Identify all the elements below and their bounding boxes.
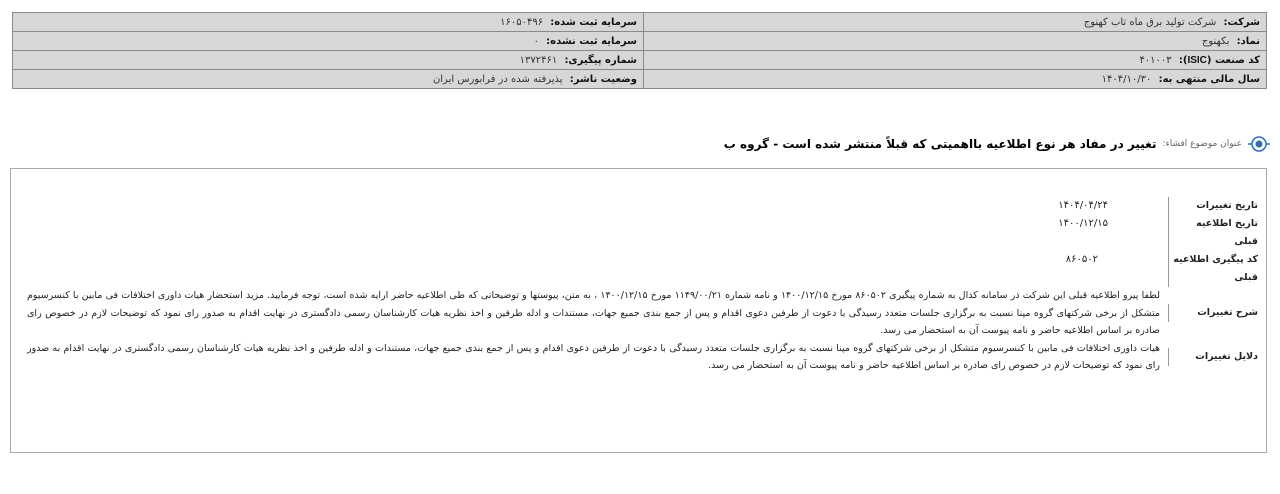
registered-capital-cell — [13, 13, 644, 32]
change-date-label: تاریخ تغییرات — [1168, 197, 1258, 215]
prev-code-label: کد پیگیری اطلاعیه قبلی — [1168, 251, 1258, 287]
details-rows — [27, 197, 1258, 375]
publisher-status-cell — [13, 70, 644, 89]
description-label: شرح تغییرات — [1168, 304, 1258, 322]
tracking-cell — [13, 51, 644, 70]
reasons-row — [27, 340, 1258, 375]
unregistered-capital-cell — [13, 32, 644, 51]
isic-label-post: ): — [1178, 54, 1188, 66]
info-row-4 — [13, 70, 1267, 89]
unregistered-capital-value: ۰ — [533, 35, 539, 47]
prev-date-label: تاریخ اطلاعیه قبلی — [1168, 215, 1258, 251]
reasons-text: هیات داوری اختلافات فی مابین با کنسرسیوم متشکل از برخی شرکتهای گروه مپنا نسبت به برگزاری جلسات متعدد رسیدگی با دعوت از طرفین دعوی اقدام و پس از جمع بندی جمیع جهات، مستندات و ادله طرفین و اخذ نظریه هیات کارشناسان رسمی دادگستری در نهایت اقدام به صدور رای نمود که توضیحات لازم در خصوص رای صادره بر اساس اطلاعیه حاضر و نامه پیوست آن به استحضار می رسد. — [27, 342, 1160, 371]
fiscal-year-label: سال مالی منتهی به: — [1158, 73, 1260, 85]
change-date-row — [27, 197, 1258, 215]
company-label: شرکت: — [1223, 16, 1260, 28]
target-bullet-icon — [1248, 133, 1270, 155]
prev-code-row — [27, 251, 1258, 287]
reasons-label: دلایل تغییرات — [1168, 348, 1258, 366]
isic-label-latin: ISIC — [1187, 54, 1207, 66]
description-text: لطفا پیرو اطلاعیه قبلی این شرکت در سامانه کدال به شماره پیگیری ۸۶۰۵۰۲ مورخ ۱۴۰۰/۱۲/۱۵ و نامه شماره ۱۱۴۹/۰۰/۲۱ مورخ ۱۴۰۰/۱۲/۱۵ ، به متن، پیوستها و توضیحاتی که طی اطلاعیه حاضر ارایه شده است، توجه فرمایید. مزید استحضار هیات داوری اختلافات فی مابین با کنسرسیوم متشکل از برخی شرکتهای گروه مپنا نسبت به برگزاری جلسات متعدد رسیدگی با دعوت از طرفین دعوی اقدام و پس از جمع بندی جمیع جهات، مستندات و ادله طرفین و اخذ نظریه هیات کارشناسان رسمی دادگستری در نهایت اقدام به صدور رای نمود که توضیحات لازم در خصوص رای صادره بر اساس اطلاعیه حاضر و نامه پیوست آن به استحضار می رسد. — [27, 290, 1160, 336]
info-row-1 — [13, 13, 1267, 32]
isic-label-pre: کد صنعت ( — [1206, 54, 1260, 66]
subject-caption: عنوان موضوع افشاء: — [1162, 139, 1242, 149]
prev-date-row — [27, 215, 1258, 251]
prev-date-value: ۱۴۰۰/۱۲/۱۵ — [1058, 218, 1108, 229]
isic-cell — [644, 51, 1267, 70]
isic-value: ۴۰۱۰۰۳ — [1139, 54, 1172, 66]
symbol-cell — [644, 32, 1267, 51]
prev-code-value: ۸۶۰۵۰۲ — [1065, 254, 1098, 265]
details-panel — [10, 168, 1267, 453]
info-row-2 — [13, 32, 1267, 51]
subject-title: تغییر در مفاد هر نوع اطلاعیه بااهمیتی که قبلاً منتشر شده است - گروه ب — [723, 137, 1157, 151]
disclosure-subject — [724, 132, 1270, 156]
fiscal-year-value: ۱۴۰۴/۱۰/۳۰ — [1101, 73, 1152, 85]
tracking-label: شماره پیگیری: — [564, 54, 637, 66]
registered-capital-value: ۱۶۰۵۰۴۹۶ — [500, 16, 544, 28]
info-row-3 — [13, 51, 1267, 70]
registered-capital-label: سرمایه ثبت شده: — [550, 16, 637, 28]
unregistered-capital-label: سرمایه ثبت نشده: — [546, 35, 637, 47]
fiscal-year-cell — [644, 70, 1267, 89]
symbol-value: بکهنوج — [1201, 35, 1230, 47]
publisher-status-value: پذیرفته شده در فرابورس ایران — [432, 73, 563, 85]
company-info-table — [12, 12, 1267, 89]
publisher-status-label: وضعیت ناشر: — [569, 73, 637, 85]
tracking-value: ۱۳۷۲۴۶۱ — [519, 54, 558, 66]
company-cell — [644, 13, 1267, 32]
description-row — [27, 287, 1258, 340]
company-value: شرکت تولید برق ماه تاب کهنوج — [1083, 16, 1217, 28]
isic-label — [1179, 55, 1260, 66]
symbol-label: نماد: — [1236, 35, 1260, 47]
change-date-value: ۱۴۰۴/۰۴/۲۴ — [1058, 200, 1108, 211]
